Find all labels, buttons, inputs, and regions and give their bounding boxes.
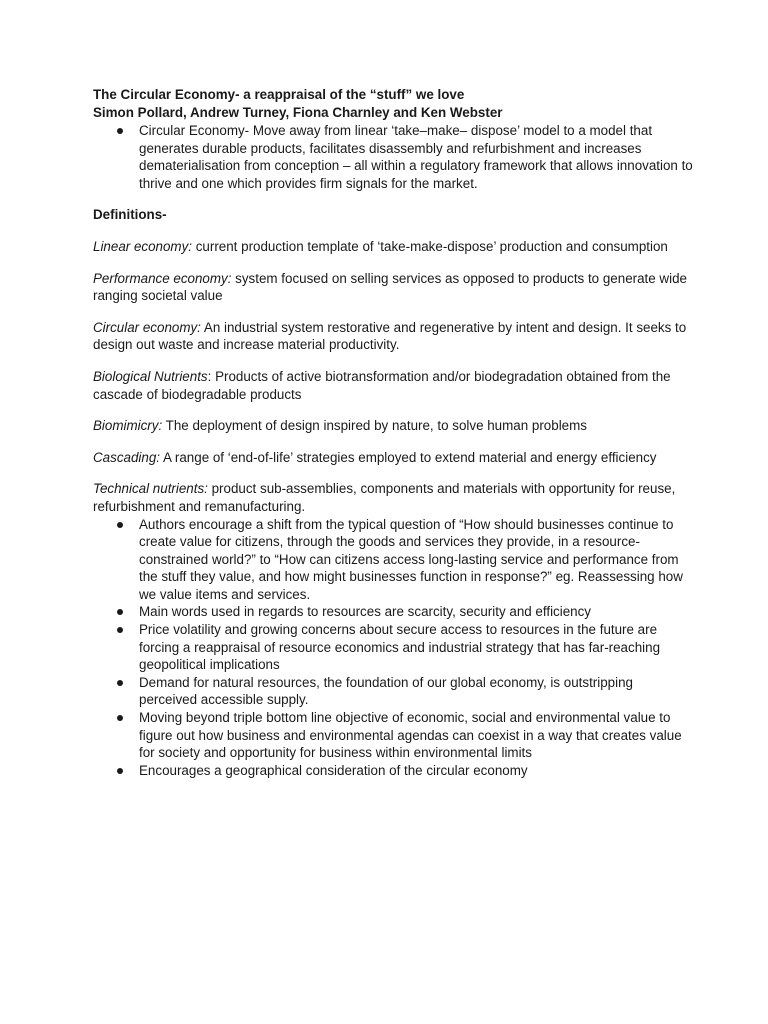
definition-text: A range of ‘end-of-life’ strategies employed to extend material and energy efficiency: [160, 449, 657, 465]
definition-item: [93, 319, 693, 354]
definition-item: [93, 449, 693, 467]
document-title: The Circular Economy- a reappraisal of the “stuff” we love: [93, 87, 465, 102]
definition-term: Circular economy:: [93, 319, 201, 335]
definition-item: [93, 270, 693, 305]
title-block: [93, 86, 693, 122]
definition-item: [93, 238, 693, 256]
definition-term: Technical nutrients:: [93, 481, 208, 497]
document-page: [93, 86, 693, 779]
intro-bullet-list: [93, 122, 693, 192]
notes-bullet: Encourages a geographical consideration of the circular economy: [93, 762, 693, 780]
definition-text: : Products of active biotransformation and/or biodegradation obtained from the cascade of biodegradable products: [93, 368, 671, 402]
notes-bullet-list: [93, 516, 693, 780]
definition-text: current production template of ‘take-make-dispose’ production and consumption: [192, 238, 668, 254]
definition-text: product sub-assemblies, components and materials with opportunity for reuse, refurbishment and remanufacturing.: [93, 481, 676, 514]
intro-bullet: Circular Economy- Move away from linear ‘take–make– dispose’ model to a model that generates durable products, facilitates disassembly and refurbishment and increases dematerialisation from conception – all within a regulatory framework that allows innovation to thrive and one which provides firm signals for the market.: [93, 122, 693, 192]
definition-text: An industrial system restorative and regenerative by intent and design. It seeks to design out waste and increase material productivity.: [93, 319, 687, 353]
definitions-heading: Definitions-: [93, 207, 167, 223]
notes-bullet: Price volatility and growing concerns about secure access to resources in the future are forcing a reappraisal of resource economics and industrial strategy that has far-reaching geopolitical implications: [93, 621, 693, 674]
definition-term: Linear economy:: [93, 238, 192, 254]
notes-bullet: Moving beyond triple bottom line objective of economic, social and environmental value to figure out how business and environmental agendas can coexist in a way that creates value for society and opportunity for business within environmental limits: [93, 709, 693, 762]
definition-item: [93, 480, 693, 515]
definition-item: [93, 368, 693, 403]
definition-term: Cascading:: [93, 449, 160, 465]
definition-term: Performance economy:: [93, 270, 232, 286]
definition-item: [93, 417, 693, 435]
notes-bullet: Demand for natural resources, the foundation of our global economy, is outstripping perceived accessible supply.: [93, 674, 693, 709]
document-authors: Simon Pollard, Andrew Turney, Fiona Charnley and Ken Webster: [93, 105, 503, 120]
definition-text: system focused on selling services as opposed to products to generate wide ranging societal value: [93, 270, 687, 304]
notes-bullet: Authors encourage a shift from the typical question of “How should businesses continue to create value for citizens, through the goods and services they provide, in a resource-constrained world?” to “How can citizens access long-lasting service and performance from the stuff they value, and how might businesses function in response?” eg. Reassessing how we value items and services.: [93, 516, 693, 604]
definition-term: Biomimicry:: [93, 418, 163, 434]
definition-term: Biological Nutrients: [93, 368, 208, 384]
definition-text: The deployment of design inspired by nature, to solve human problems: [162, 418, 587, 434]
notes-bullet: Main words used in regards to resources are scarcity, security and efficiency: [93, 603, 693, 621]
